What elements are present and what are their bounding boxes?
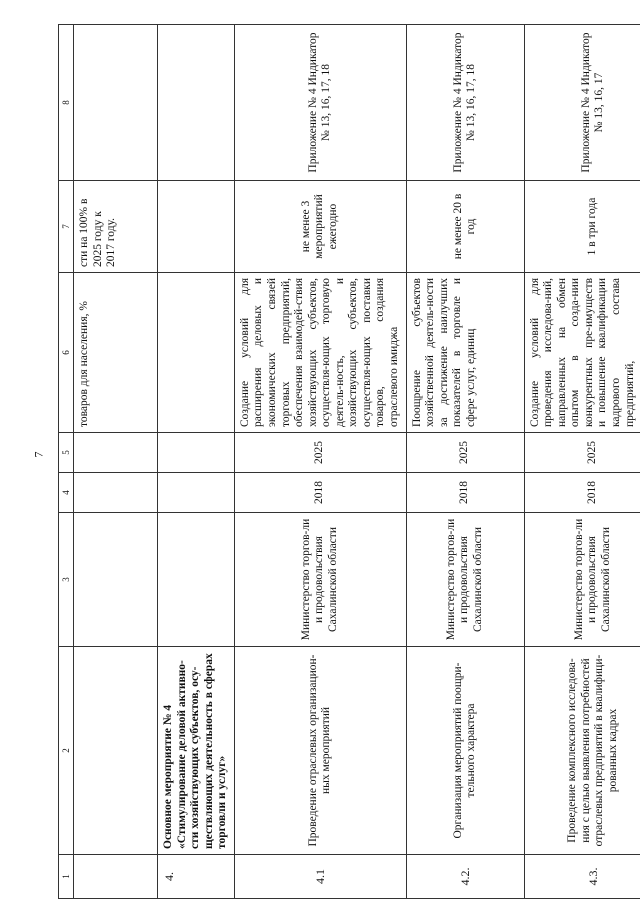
column-number: 2 [59, 647, 74, 855]
measures-table [58, 24, 640, 899]
expected-result: товаров для населения, % [74, 273, 158, 433]
expected-result [158, 273, 235, 433]
start-year: 2018 [406, 473, 524, 513]
column-number: 8 [59, 25, 74, 181]
measure-name: Организация мероприятий поощри-тельного характера [406, 647, 524, 855]
end-year [74, 433, 158, 473]
column-number: 4 [59, 473, 74, 513]
start-year: 2018 [234, 473, 406, 513]
table-row [158, 25, 235, 899]
expected-result: Поощрение субъектов хозяйственной деятель-ности за достижение наилучших показателей в торговле и сфере услуг, единиц [406, 273, 524, 433]
measure-name: Проведение отраслевых организацион-ных мероприятий [234, 647, 406, 855]
executor: Министерство торгов-ли и продовольствия Сахалинской области [406, 513, 524, 647]
link-to-appendix: Приложение № 4 Индикатор № 13, 16, 17 [524, 25, 640, 181]
indicator-value: не менее 3 мероприятий ежегодно [234, 181, 406, 273]
start-year: 2018 [524, 473, 640, 513]
measure-name [74, 647, 158, 855]
row-number: 4.2. [406, 855, 524, 899]
start-year [158, 473, 235, 513]
table-row [406, 25, 524, 899]
document-page [58, 25, 640, 886]
column-number: 5 [59, 433, 74, 473]
column-number: 1 [59, 855, 74, 899]
indicator-value [158, 181, 235, 273]
measure-name: Проведение комплексного исследова-ния с целью выявления потребностей отраслевых предприятий в квалифици-рованных кадрах [524, 647, 640, 855]
column-number: 7 [59, 181, 74, 273]
rotated-table-wrapper [58, 25, 638, 899]
end-year: 2025 [524, 433, 640, 473]
row-number: 4. [158, 855, 235, 899]
table-row [74, 25, 158, 899]
table-row [234, 25, 406, 899]
page-number: 7 [31, 451, 46, 458]
indicator-value: не менее 20 в год [406, 181, 524, 273]
column-number: 3 [59, 513, 74, 647]
executor: Министерство торгов-ли и продовольствия Сахалинской области [234, 513, 406, 647]
measure-name: Основное мероприятие № 4 «Стимулирование деловой активно-сти хозяйствующих субъектов, осу-ществляющих деятельность в сферах торговли и услуг» [158, 647, 235, 855]
column-number: 6 [59, 273, 74, 433]
executor [74, 513, 158, 647]
end-year: 2025 [234, 433, 406, 473]
link-to-appendix: Приложение № 4 Индикатор № 13, 16, 17, 18 [234, 25, 406, 181]
executor [158, 513, 235, 647]
indicator-value: сти на 100% в 2025 году к 2017 году. [74, 181, 158, 273]
executor: Министерство торгов-ли и продовольствия Сахалинской области [524, 513, 640, 647]
row-number: 4.3. [524, 855, 640, 899]
end-year: 2025 [406, 433, 524, 473]
row-number: 4.1 [234, 855, 406, 899]
expected-result: Создание условий для расширения деловых и экономических связей торговых предприятий, обеспечения взаимодей-ствия хозяйствующих субъектов, осуществля-ющих торговую деятель-ность, и хозяйствующих субъектов, осуществля-ющих поставки товаров, создания отраслевого имиджа [234, 273, 406, 433]
column-numbers-row [59, 25, 74, 899]
link-to-appendix [74, 25, 158, 181]
table-row [524, 25, 640, 899]
start-year [74, 473, 158, 513]
link-to-appendix: Приложение № 4 Индикатор № 13, 16, 17, 18 [406, 25, 524, 181]
indicator-value: 1 в три года [524, 181, 640, 273]
expected-result: Создание условий для проведения исследова-ний, направленных на обмен опытом в созда-нии конкурентных пре-имуществ и повышение квалификации кадрового состава предприятий, [524, 273, 640, 433]
row-number [74, 855, 158, 899]
link-to-appendix [158, 25, 235, 181]
end-year [158, 433, 235, 473]
